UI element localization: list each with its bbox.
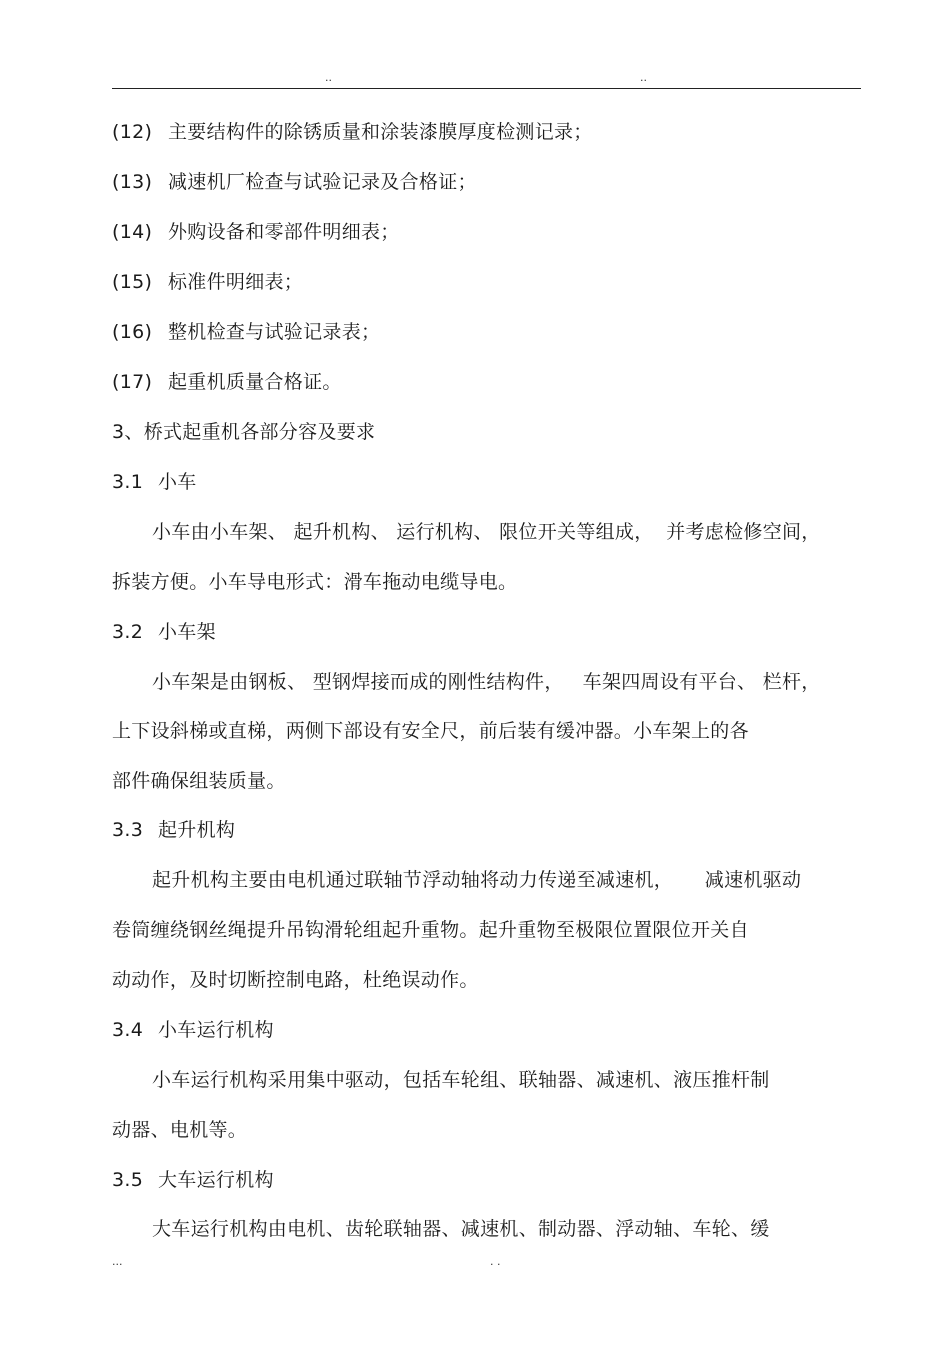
- footer-dots-right: . .: [490, 1255, 501, 1268]
- list-item: [112, 120, 593, 144]
- subsection-heading-3-2: [112, 620, 216, 644]
- list-item-text: 标准件明细表；: [168, 271, 304, 293]
- subsection-title: 起升机构: [158, 819, 236, 841]
- paragraph-line: 小车由小车架、 起升机构、 运行机构、 限位开关等组成， 并考虑检修空间，: [152, 521, 821, 543]
- list-item-text: 起重机质量合格证。: [168, 371, 342, 393]
- header-dots-left: ..: [325, 71, 332, 84]
- paragraph-line: 拆装方便。小车导电形式：滑车拖动电缆导电。: [112, 571, 518, 593]
- list-item-text: 整机检查与试验记录表；: [168, 321, 381, 343]
- list-item: [112, 270, 303, 294]
- paragraph-line: 部件确保组装质量。: [112, 770, 286, 792]
- subsection-number: 3.1: [112, 471, 144, 493]
- subsection-number: 3.4: [112, 1019, 144, 1041]
- header-rule: [112, 88, 861, 89]
- list-item-number: (16): [112, 321, 153, 343]
- subsection-title: 小车架: [158, 621, 216, 643]
- subsection-title: 大车运行机构: [158, 1169, 274, 1191]
- list-item-text: 外购设备和零部件明细表；: [168, 221, 400, 243]
- subsection-number: 3.3: [112, 819, 144, 841]
- paragraph-line: 动动作，及时切断控制电路，杜绝误动作。: [112, 969, 479, 991]
- subsection-heading-3-3: [112, 818, 235, 842]
- subsection-heading-3-4: [112, 1018, 274, 1042]
- header-dots-right: ..: [640, 71, 647, 84]
- list-item: [112, 170, 477, 194]
- list-item: [112, 370, 342, 394]
- paragraph-line: 上下设斜梯或直梯，两侧下部设有安全尺，前后装有缓冲器。小车架上的各: [112, 720, 749, 742]
- subsection-title: 小车运行机构: [158, 1019, 274, 1041]
- list-item: [112, 320, 380, 344]
- list-item-number: (12): [112, 121, 153, 143]
- list-item-text: 减速机厂检查与试验记录及合格证；: [168, 171, 477, 193]
- list-item-number: (15): [112, 271, 153, 293]
- paragraph-line: 动器、电机等。: [112, 1119, 248, 1141]
- list-item-number: (14): [112, 221, 153, 243]
- subsection-number: 3.5: [112, 1169, 144, 1191]
- list-item: [112, 220, 400, 244]
- paragraph-line: 起升机构主要由电机通过联轴节浮动轴将动力传递至减速机， 减速机驱动: [152, 869, 802, 891]
- paragraph-line: 卷筒缠绕钢丝绳提升吊钩滑轮组起升重物。起升重物至极限位置限位开关自: [112, 919, 749, 941]
- subsection-heading-3-1: [112, 470, 197, 494]
- subsection-heading-3-5: [112, 1168, 274, 1192]
- paragraph-line: 小车架是由钢板、 型钢焊接而成的刚性结构件， 车架四周设有平台、 栏杆，: [152, 671, 821, 693]
- section-heading: 3、桥式起重机各部分容及要求: [112, 421, 376, 443]
- list-item-text: 主要结构件的除锈质量和涂装漆膜厚度检测记录；: [168, 121, 593, 143]
- list-item-number: (17): [112, 371, 153, 393]
- list-item-number: (13): [112, 171, 153, 193]
- subsection-number: 3.2: [112, 621, 144, 643]
- footer-dots-left: ...: [112, 1255, 123, 1268]
- subsection-title: 小车: [158, 471, 197, 493]
- paragraph-line: 小车运行机构采用集中驱动，包括车轮组、联轴器、减速机、液压推杆制: [152, 1069, 770, 1091]
- paragraph-line: 大车运行机构由电机、齿轮联轴器、减速机、制动器、浮动轴、车轮、缓: [152, 1218, 770, 1240]
